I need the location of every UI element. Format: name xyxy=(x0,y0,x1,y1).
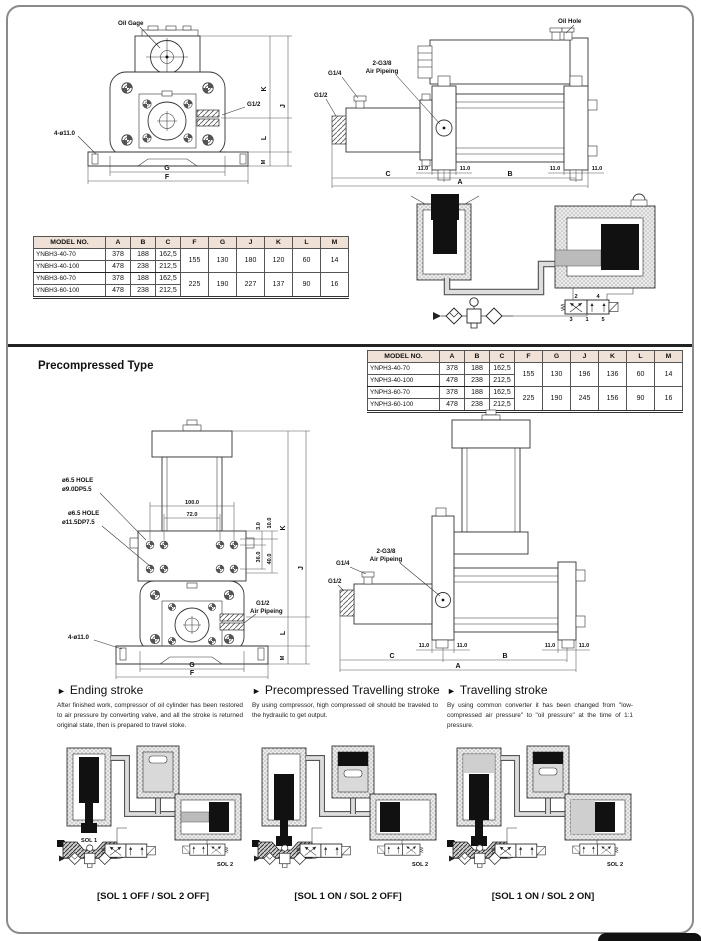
dim-label-j: J xyxy=(280,104,287,108)
dim-label-l: L xyxy=(280,630,287,636)
dim-label-f: F xyxy=(189,670,195,677)
g12-label: G1/2 xyxy=(256,600,270,607)
g14-label: G1/4 xyxy=(328,70,342,77)
dim-label-c: C xyxy=(385,171,391,178)
dim-11: 11.0 xyxy=(578,643,590,649)
header-cell: F xyxy=(181,237,209,249)
section-body-precompressed-travelling-stroke: By using compressor, high compressed oil should be traveled to the hydraulic to get output. xyxy=(252,702,438,719)
sol1-label: SOL 1 xyxy=(276,838,293,844)
precompressed-front-view-drawing xyxy=(60,418,326,680)
dp-90-label: ø9.0DP5.5 xyxy=(62,486,92,493)
header-cell: MODEL NO. xyxy=(368,351,440,363)
dim-11: 11.0 xyxy=(459,166,471,172)
section-body-travelling-stroke: By using common converter it has been changed from "low-compressed air pressure" to "oil pressure" at the time of 1:1 pressure. xyxy=(447,702,633,729)
header-cell: L xyxy=(293,237,321,249)
dim-label-l: L xyxy=(261,135,268,141)
sol2-label: SOL 2 xyxy=(217,862,234,868)
header-cell: G xyxy=(543,351,571,363)
valve-port-3: 3 xyxy=(569,317,573,323)
valve-port-5: 5 xyxy=(601,317,605,323)
dim-10: 10.0 xyxy=(267,517,273,529)
dim-72: 72.0 xyxy=(186,512,198,518)
air-piping-qty-label: 2-G3/8 xyxy=(376,548,396,555)
sol2-label: SOL 2 xyxy=(607,862,624,868)
g12-label: G1/2 xyxy=(328,578,342,585)
dim-11: 11.0 xyxy=(544,643,556,649)
g14-label: G1/4 xyxy=(336,560,350,567)
dim-label-b: B xyxy=(507,171,513,178)
dim-label-g: G xyxy=(189,662,195,669)
dim-label-j: J xyxy=(298,566,305,570)
dim-11: 11.0 xyxy=(591,166,603,172)
oil-gage-label: Oil Gage xyxy=(118,20,144,27)
dim-100: 100.0 xyxy=(185,500,199,506)
dp-115-label: ø11.5DP7.5 xyxy=(62,519,95,526)
hole-65-label: ø6.5 HOLE xyxy=(68,510,100,517)
table-row: YNPH3-60-70 378 188 162,5 225 190 245 156 90 16 xyxy=(368,387,683,399)
valve-port-4: 4 xyxy=(596,294,600,300)
holes-label: 4-ø11.0 xyxy=(54,130,75,137)
sol1-label: SOL 1 xyxy=(81,838,98,844)
header-cell: MODEL NO. xyxy=(34,237,106,249)
dim-label-k: K xyxy=(261,86,268,92)
caption-sol1off-sol2off: [SOL 1 OFF / SOL 2 OFF] xyxy=(96,891,210,902)
cross-section-schematic xyxy=(403,188,681,334)
dim-3: 3.0 xyxy=(256,522,262,530)
section-body-ending-stroke: After finished work, compressor of oil cylinder has been restored to air pressure by converting valve, and all the stroke is returned original state, then is prepared to travel stoke. xyxy=(57,702,243,729)
dim-label-m: M xyxy=(261,159,267,165)
header-cell: J xyxy=(571,351,599,363)
g12-label: G1/2 xyxy=(247,101,261,108)
page-corner-tab xyxy=(598,933,701,941)
table-row: YNPH3-40-100 478 238 212,5 xyxy=(368,375,683,387)
header-cell: A xyxy=(440,351,465,363)
precompressed-type-title: Precompressed Type xyxy=(38,360,154,372)
ending-stroke-diagram xyxy=(57,744,249,884)
precompressed-side-view-drawing xyxy=(328,410,632,676)
air-piping-label: Air Pipeing xyxy=(365,68,399,75)
dimension-table-ynph3 xyxy=(367,350,683,413)
dim-label-c: C xyxy=(389,653,395,660)
dim-label-a: A xyxy=(455,663,461,670)
header-cell: K xyxy=(599,351,627,363)
arrow-icon: ► xyxy=(447,686,456,696)
caption-sol1on-sol2off: [SOL 1 ON / SOL 2 OFF] xyxy=(294,891,402,902)
header-cell: M xyxy=(321,237,349,249)
dim-label-g: G xyxy=(164,165,170,172)
dim-label-k: K xyxy=(280,525,287,531)
table-row: YNBH3-60-70 378 188 162,5 225 190 227 137 90 16 xyxy=(34,273,349,285)
hole-65-label: ø6.5 HOLE xyxy=(62,477,94,484)
caption-sol1on-sol2on: [SOL 1 ON / SOL 2 ON] xyxy=(491,891,595,902)
sol1-label: SOL 1 xyxy=(471,838,488,844)
arrow-icon: ► xyxy=(252,686,261,696)
table-row: YNBH3-40-70 378 188 162,5 155 130 180 120 60 14 xyxy=(34,249,349,261)
oil-hole-label: Oil Hole xyxy=(558,18,582,25)
table-row: YNPH3-40-70 378 188 162,5 155 130 196 136 60 14 xyxy=(368,363,683,375)
holes-label: 4-ø11.0 xyxy=(68,634,89,641)
section-heading-travelling-stroke: ► Travelling stroke xyxy=(447,683,548,697)
valve-port-1: 1 xyxy=(585,317,589,323)
dim-36: 36.0 xyxy=(256,551,262,563)
header-cell: C xyxy=(490,351,515,363)
precompressed-travelling-stroke-diagram xyxy=(252,744,444,884)
dim-label-m: M xyxy=(280,655,286,661)
dim-label-a: A xyxy=(457,179,463,186)
header-cell: B xyxy=(465,351,490,363)
dim-label-b: B xyxy=(502,653,508,660)
header-cell: G xyxy=(209,237,237,249)
section-heading-ending-stroke: ► Ending stroke xyxy=(57,683,144,697)
air-piping-label: Air Pipeing xyxy=(369,556,403,563)
section-heading-precompressed-travelling-stroke: ► Precompressed Travelling stroke xyxy=(252,683,440,697)
dim-11: 11.0 xyxy=(418,643,430,649)
table-row: YNBH3-40-100 478 238 212,5 xyxy=(34,261,349,273)
header-cell: K xyxy=(265,237,293,249)
travelling-stroke-diagram xyxy=(447,744,639,884)
valve-port-2: 2 xyxy=(574,294,578,300)
header-cell: C xyxy=(156,237,181,249)
header-cell: J xyxy=(237,237,265,249)
header-cell: F xyxy=(515,351,543,363)
arrow-icon: ► xyxy=(57,686,66,696)
sol2-label: SOL 2 xyxy=(412,862,429,868)
dim-label-f: F xyxy=(164,174,170,181)
dim-11: 11.0 xyxy=(549,166,561,172)
header-cell: M xyxy=(655,351,683,363)
header-cell: A xyxy=(106,237,131,249)
front-view-drawing xyxy=(40,14,310,184)
header-cell: B xyxy=(131,237,156,249)
table-row: YNBH3-60-100 478 238 212,5 xyxy=(34,285,349,298)
g12-label: G1/2 xyxy=(314,92,328,99)
dim-40: 40.0 xyxy=(267,553,273,565)
header-cell: L xyxy=(627,351,655,363)
side-view-drawing xyxy=(312,12,622,190)
dim-11: 11.0 xyxy=(417,166,429,172)
cell-model: YNBH3-40-70 xyxy=(34,249,106,261)
dim-11: 11.0 xyxy=(456,643,468,649)
air-piping-label: Air Pipeing xyxy=(250,608,283,615)
dimension-table-ynbh3 xyxy=(33,236,349,299)
air-piping-qty-label: 2-G3/8 xyxy=(372,60,392,67)
section-divider xyxy=(8,344,692,347)
table-row: YNPH3-60-100 478 238 212,5 xyxy=(368,399,683,412)
